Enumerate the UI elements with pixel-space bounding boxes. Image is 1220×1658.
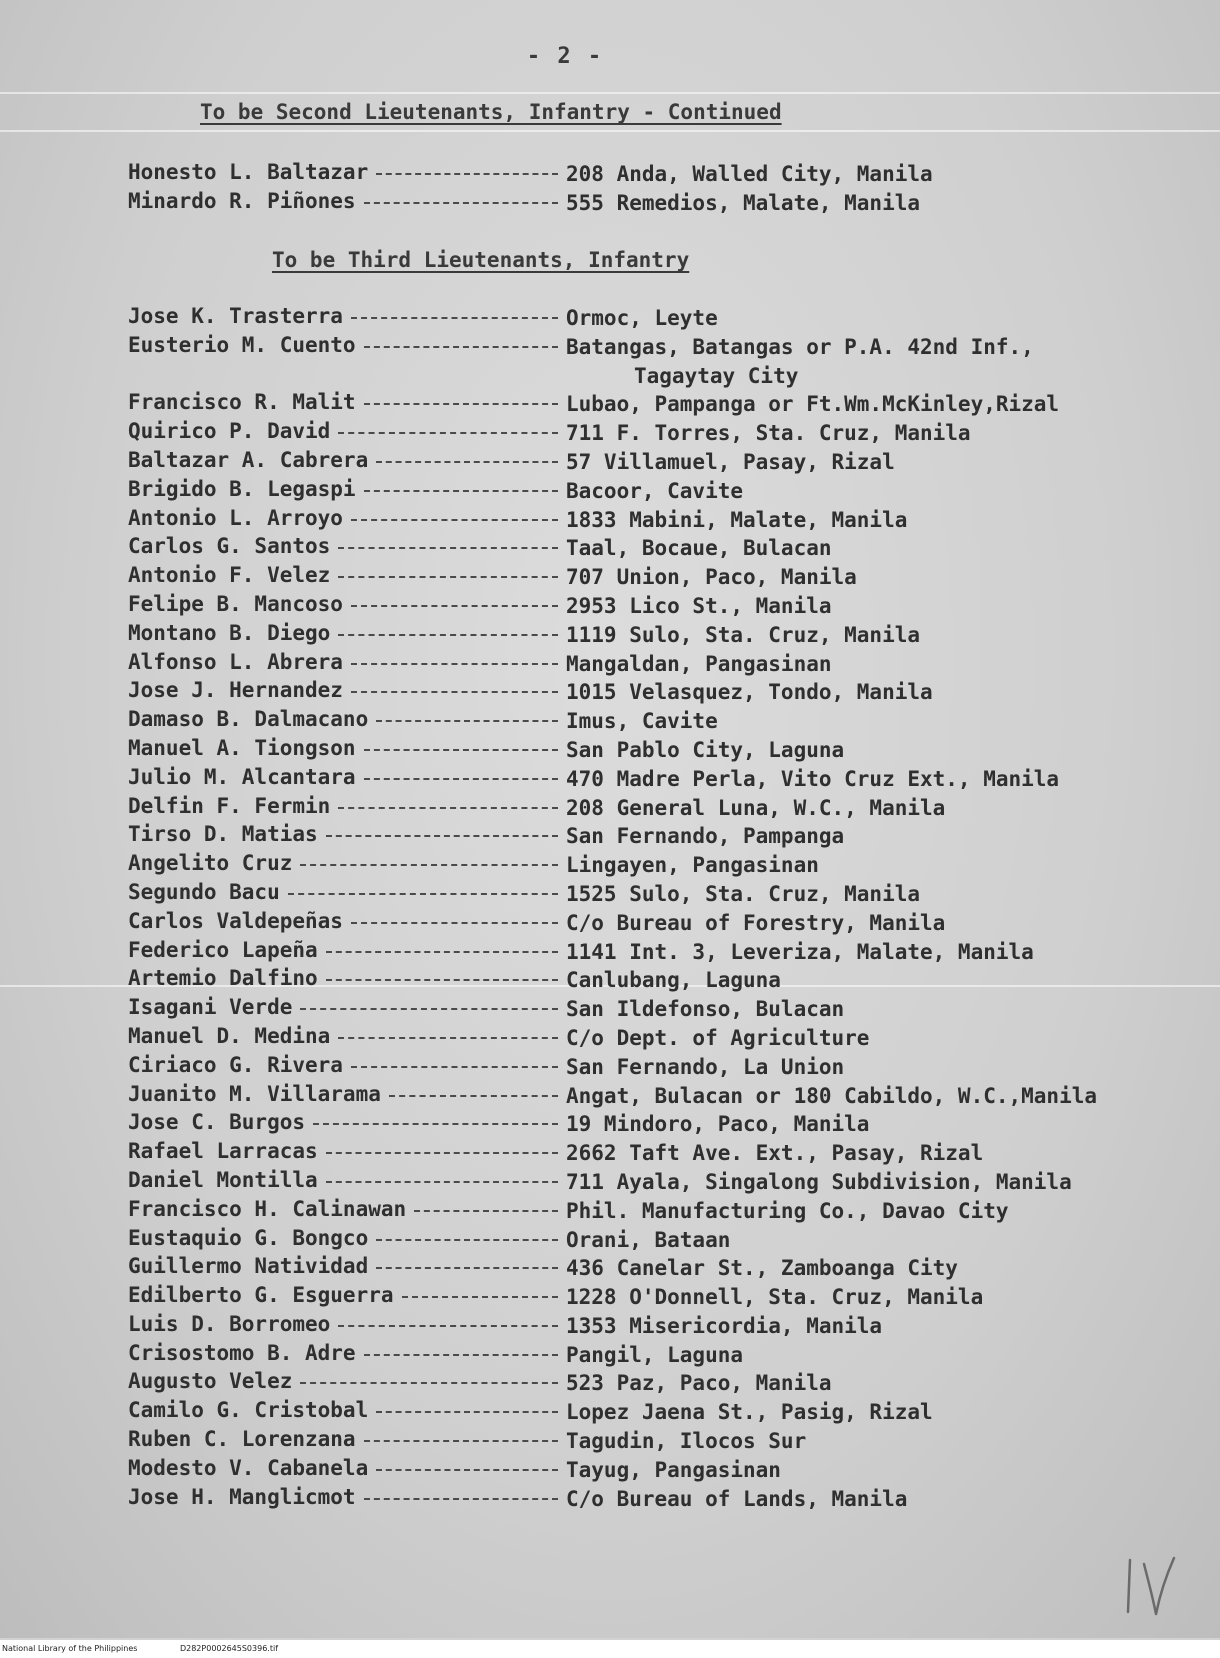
leader-dashes xyxy=(351,691,558,693)
roster-entry xyxy=(128,1427,1198,1456)
address-line: Lingayen, Pangasinan xyxy=(566,853,819,878)
officer-name: Juanito M. Villarama xyxy=(128,1081,381,1106)
officer-address xyxy=(566,1456,781,1485)
address-line: Lopez Jaena St., Pasig, Rizal xyxy=(566,1400,933,1425)
address-line: Canlubang, Laguna xyxy=(566,968,781,993)
roster-entry xyxy=(128,794,1198,823)
address-line: 1015 Velasquez, Tondo, Manila xyxy=(566,680,933,705)
roster-entry xyxy=(128,1312,1198,1341)
officer-name: Ruben C. Lorenzana xyxy=(128,1427,356,1452)
officer-address xyxy=(566,448,895,477)
page-fold xyxy=(0,130,1220,132)
officer-name: Edilberto G. Esguerra xyxy=(128,1283,394,1308)
leader-dashes xyxy=(338,547,558,549)
leader-dashes xyxy=(351,922,558,924)
officer-address xyxy=(566,506,907,535)
roster-entry xyxy=(128,189,1198,218)
address-line: Tayug, Pangasinan xyxy=(566,1457,781,1482)
roster-entry xyxy=(128,1456,1198,1485)
leader-dashes xyxy=(376,461,558,463)
officer-address xyxy=(566,1398,933,1427)
address-line: 1353 Misericordia, Manila xyxy=(566,1313,883,1338)
officer-address xyxy=(566,1485,907,1514)
officer-address xyxy=(566,189,920,218)
officer-address xyxy=(566,938,1034,967)
address-line: Ormoc, Leyte xyxy=(566,306,718,330)
leader-dashes xyxy=(364,202,558,204)
officer-address xyxy=(566,390,1059,419)
roster-entry xyxy=(128,1341,1198,1370)
officer-address xyxy=(566,794,945,823)
roster-entry xyxy=(128,1226,1198,1255)
roster-entry xyxy=(128,1110,1198,1139)
leader-dashes xyxy=(300,1008,558,1010)
officer-name: Felipe B. Mancoso xyxy=(128,591,343,616)
address-line: San Pablo City, Laguna xyxy=(566,737,845,762)
address-line: 707 Union, Paco, Manila xyxy=(566,565,857,590)
officer-name: Guillermo Natividad xyxy=(128,1254,369,1279)
leader-dashes xyxy=(338,634,558,636)
file-id: D282P0002645S0396.tif xyxy=(179,1644,279,1653)
leader-dashes xyxy=(326,1152,558,1154)
officer-name: Damaso B. Dalmacano xyxy=(128,707,369,732)
address-line: Angat, Bulacan or 180 Cabildo, W.C.,Manila xyxy=(566,1083,1098,1108)
address-line: Pangil, Laguna xyxy=(566,1342,744,1367)
third-lieutenants-list xyxy=(128,304,1198,1513)
address-line: San Fernando, La Union xyxy=(566,1054,845,1079)
officer-name: Brigido B. Legaspi xyxy=(128,476,356,501)
roster-entry xyxy=(128,765,1198,794)
roster-entry xyxy=(128,851,1198,880)
leader-dashes xyxy=(376,720,558,722)
officer-address xyxy=(566,160,933,189)
officer-name: Federico Lapeña xyxy=(128,937,318,962)
roster-entry xyxy=(128,1082,1198,1111)
leader-dashes xyxy=(414,1210,558,1212)
roster-entry xyxy=(128,390,1198,419)
officer-name: Manuel A. Tiongson xyxy=(128,735,356,760)
leader-dashes xyxy=(376,1411,558,1413)
officer-address xyxy=(566,822,844,851)
leader-dashes xyxy=(338,576,558,578)
address-line: 2662 Taft Ave. Ext., Pasay, Rizal xyxy=(566,1141,984,1166)
address-line: 711 F. Torres, Sta. Cruz, Manila xyxy=(566,421,971,446)
officer-address xyxy=(566,1024,869,1053)
leader-dashes xyxy=(338,1037,558,1039)
officer-name: Minardo R. Piñones xyxy=(128,188,356,213)
address-line: C/o Dept. of Agriculture xyxy=(566,1025,870,1050)
leader-dashes xyxy=(364,778,558,780)
handwritten-mark xyxy=(1122,1550,1182,1620)
officer-name: Baltazar A. Cabrera xyxy=(128,447,369,472)
roster-entry xyxy=(128,1254,1198,1283)
officer-address xyxy=(566,1369,832,1398)
address-line: Bacoor, Cavite xyxy=(566,478,744,503)
officer-address xyxy=(566,707,718,736)
officer-address xyxy=(566,1341,743,1370)
officer-address xyxy=(566,1053,844,1082)
address-line: Lubao, Pampanga or Ft.Wm.McKinley,Rizal xyxy=(566,392,1060,417)
roster-entry xyxy=(128,1053,1198,1082)
officer-name: Delfin F. Fermin xyxy=(128,793,331,818)
leader-dashes xyxy=(300,864,558,866)
address-line: 436 Canelar St., Zamboanga City xyxy=(566,1256,958,1281)
officer-name: Luis D. Borromeo xyxy=(128,1311,331,1336)
officer-address xyxy=(566,765,1059,794)
officer-address xyxy=(566,909,945,938)
leader-dashes xyxy=(402,1296,558,1298)
officer-name: Camilo G. Cristobal xyxy=(128,1398,369,1423)
officer-name: Crisostomo B. Adre xyxy=(128,1340,356,1365)
address-line: Batangas, Batangas or P.A. 42nd Inf., xyxy=(566,334,1034,359)
officer-address xyxy=(566,1082,1097,1111)
leader-dashes xyxy=(338,807,558,809)
officer-name: Carlos Valdepeñas xyxy=(128,908,343,933)
officer-address xyxy=(566,736,844,765)
officer-address xyxy=(566,1427,806,1456)
roster-entry xyxy=(128,678,1198,707)
roster-entry xyxy=(128,909,1198,938)
leader-dashes xyxy=(313,1123,558,1125)
address-line: 19 Mindoro, Paco, Manila xyxy=(566,1112,870,1137)
section-heading-third-lieutenants: To be Third Lieutenants, Infantry xyxy=(272,248,690,272)
leader-dashes xyxy=(300,1382,558,1384)
officer-address xyxy=(566,477,743,506)
leader-dashes xyxy=(389,1095,558,1097)
leader-dashes xyxy=(364,1440,558,1442)
officer-name: Artemio Dalfino xyxy=(128,966,318,991)
officer-name: Rafael Larracas xyxy=(128,1139,318,1164)
roster-entry xyxy=(128,333,1198,391)
roster-entry xyxy=(128,534,1198,563)
officer-address xyxy=(566,880,920,909)
leader-dashes xyxy=(376,173,558,175)
roster-entry xyxy=(128,477,1198,506)
officer-name: Jose K. Trasterra xyxy=(128,304,343,328)
officer-address xyxy=(566,304,718,333)
leader-dashes xyxy=(351,663,558,665)
officer-address xyxy=(566,592,832,621)
officer-address xyxy=(566,966,781,995)
leader-dashes xyxy=(351,1066,558,1068)
roster-entry xyxy=(128,1168,1198,1197)
officer-name: Antonio F. Velez xyxy=(128,563,331,588)
officer-name: Modesto V. Cabanela xyxy=(128,1455,369,1480)
roster-entry xyxy=(128,1139,1198,1168)
officer-name: Eusterio M. Cuento xyxy=(128,332,356,357)
roster-entry xyxy=(128,1398,1198,1427)
roster-entry xyxy=(128,966,1198,995)
roster-entry xyxy=(128,880,1198,909)
officer-name: Julio M. Alcantara xyxy=(128,764,356,789)
second-lieutenants-list xyxy=(128,160,1198,218)
address-line: 523 Paz, Paco, Manila xyxy=(566,1371,832,1396)
address-line: 1525 Sulo, Sta. Cruz, Manila xyxy=(566,881,921,906)
page-number: - 2 - xyxy=(526,44,604,69)
roster-entry xyxy=(128,1369,1198,1398)
roster-entry xyxy=(128,1197,1198,1226)
address-line: 1141 Int. 3, Leveriza, Malate, Manila xyxy=(566,939,1034,964)
address-line: 711 Ayala, Singalong Subdivision, Manila xyxy=(566,1169,1072,1194)
address-line: C/o Bureau of Lands, Manila xyxy=(566,1486,908,1511)
address-line: San Ildefonso, Bulacan xyxy=(566,997,845,1022)
roster-entry xyxy=(128,592,1198,621)
leader-dashes xyxy=(288,893,558,895)
address-line: 1228 O'Donnell, Sta. Cruz, Manila xyxy=(566,1285,984,1310)
officer-address xyxy=(566,1197,1009,1226)
officer-name: Jose H. Manglicmot xyxy=(128,1484,356,1509)
address-line: 2953 Lico St., Manila xyxy=(566,593,832,618)
leader-dashes xyxy=(364,403,558,405)
roster-entry xyxy=(128,506,1198,535)
address-line: 208 General Luna, W.C., Manila xyxy=(566,795,946,820)
leader-dashes xyxy=(364,1498,558,1500)
officer-address xyxy=(566,1283,983,1312)
officer-name: Daniel Montilla xyxy=(128,1167,318,1192)
leader-dashes xyxy=(338,1325,558,1327)
roster-entry xyxy=(128,1024,1198,1053)
officer-address xyxy=(566,563,857,592)
address-line: 57 Villamuel, Pasay, Rizal xyxy=(566,449,895,474)
leader-dashes xyxy=(364,490,558,492)
officer-address xyxy=(566,678,933,707)
officer-name: Honesto L. Baltazar xyxy=(128,160,369,184)
roster-entry xyxy=(128,448,1198,477)
officer-address xyxy=(566,1254,958,1283)
leader-dashes xyxy=(326,979,558,981)
officer-name: Angelito Cruz xyxy=(128,851,293,876)
roster-entry xyxy=(128,1485,1198,1514)
page-fold xyxy=(0,92,1220,94)
officer-address xyxy=(566,1312,882,1341)
leader-dashes xyxy=(364,749,558,751)
officer-name: Quirico P. David xyxy=(128,419,331,444)
officer-name: Segundo Bacu xyxy=(128,879,280,904)
officer-name: Carlos G. Santos xyxy=(128,534,331,559)
leader-dashes xyxy=(376,1239,558,1241)
officer-name: Antonio L. Arroyo xyxy=(128,505,343,530)
address-line: 555 Remedios, Malate, Manila xyxy=(566,190,921,215)
address-line: Orani, Bataan xyxy=(566,1227,731,1252)
address-line-continued: Tagaytay City xyxy=(634,363,799,388)
officer-address xyxy=(566,1110,869,1139)
officer-address xyxy=(566,650,832,679)
roster-entry xyxy=(128,160,1198,189)
officer-address xyxy=(566,851,819,880)
library-credit: National Library of the Philippines xyxy=(2,1644,138,1653)
officer-name: Ciriaco G. Rivera xyxy=(128,1052,343,1077)
leader-dashes xyxy=(351,605,558,607)
roster-entry xyxy=(128,621,1198,650)
leader-dashes xyxy=(376,1267,558,1269)
address-line: 208 Anda, Walled City, Manila xyxy=(566,162,933,186)
officer-address xyxy=(566,333,1034,391)
roster-entry xyxy=(128,419,1198,448)
address-line: 1833 Mabini, Malate, Manila xyxy=(566,507,908,532)
address-line: Mangaldan, Pangasinan xyxy=(566,651,832,676)
address-line: Phil. Manufacturing Co., Davao City xyxy=(566,1198,1009,1223)
roster-entry xyxy=(128,563,1198,592)
officer-name: Manuel D. Medina xyxy=(128,1023,331,1048)
roster-entry xyxy=(128,650,1198,679)
address-line: 470 Madre Perla, Vito Cruz Ext., Manila xyxy=(566,766,1060,791)
officer-name: Isagani Verde xyxy=(128,995,293,1020)
officer-address xyxy=(566,1139,983,1168)
roster-entry xyxy=(128,736,1198,765)
officer-name: Montano B. Diego xyxy=(128,620,331,645)
officer-address xyxy=(566,1226,730,1255)
officer-address xyxy=(566,1168,1072,1197)
officer-address xyxy=(566,621,920,650)
officer-name: Francisco R. Malit xyxy=(128,390,356,415)
leader-dashes xyxy=(364,1354,558,1356)
roster-entry xyxy=(128,995,1198,1024)
address-line: 1119 Sulo, Sta. Cruz, Manila xyxy=(566,622,921,647)
roster-entry xyxy=(128,1283,1198,1312)
leader-dashes xyxy=(351,519,558,521)
scan-footer xyxy=(0,1640,1220,1658)
address-line: Taal, Bocaue, Bulacan xyxy=(566,536,832,561)
officer-name: Francisco H. Calinawan xyxy=(128,1196,407,1221)
address-line: Tagudin, Ilocos Sur xyxy=(566,1429,807,1454)
officer-name: Tirso D. Matias xyxy=(128,822,318,847)
officer-name: Eustaquio G. Bongco xyxy=(128,1225,369,1250)
address-line: San Fernando, Pampanga xyxy=(566,824,845,849)
roster-entry xyxy=(128,707,1198,736)
leader-dashes xyxy=(326,1181,558,1183)
officer-name: Jose J. Hernandez xyxy=(128,678,343,703)
leader-dashes xyxy=(326,951,558,953)
leader-dashes xyxy=(376,1469,558,1471)
roster-entry xyxy=(128,304,1198,333)
leader-dashes xyxy=(326,835,558,837)
officer-address xyxy=(566,995,844,1024)
leader-dashes xyxy=(364,346,558,348)
section-heading-second-lieutenants: To be Second Lieutenants, Infantry - Continued xyxy=(200,100,782,124)
officer-address xyxy=(566,419,971,448)
address-line: C/o Bureau of Forestry, Manila xyxy=(566,910,946,935)
leader-dashes xyxy=(351,317,558,319)
roster-entry xyxy=(128,938,1198,967)
officer-name: Jose C. Burgos xyxy=(128,1110,306,1135)
officer-name: Alfonso L. Abrera xyxy=(128,649,343,674)
officer-name: Augusto Velez xyxy=(128,1369,293,1394)
officer-address xyxy=(566,534,832,563)
roster-entry xyxy=(128,822,1198,851)
leader-dashes xyxy=(338,432,558,434)
address-line: Imus, Cavite xyxy=(566,709,718,734)
